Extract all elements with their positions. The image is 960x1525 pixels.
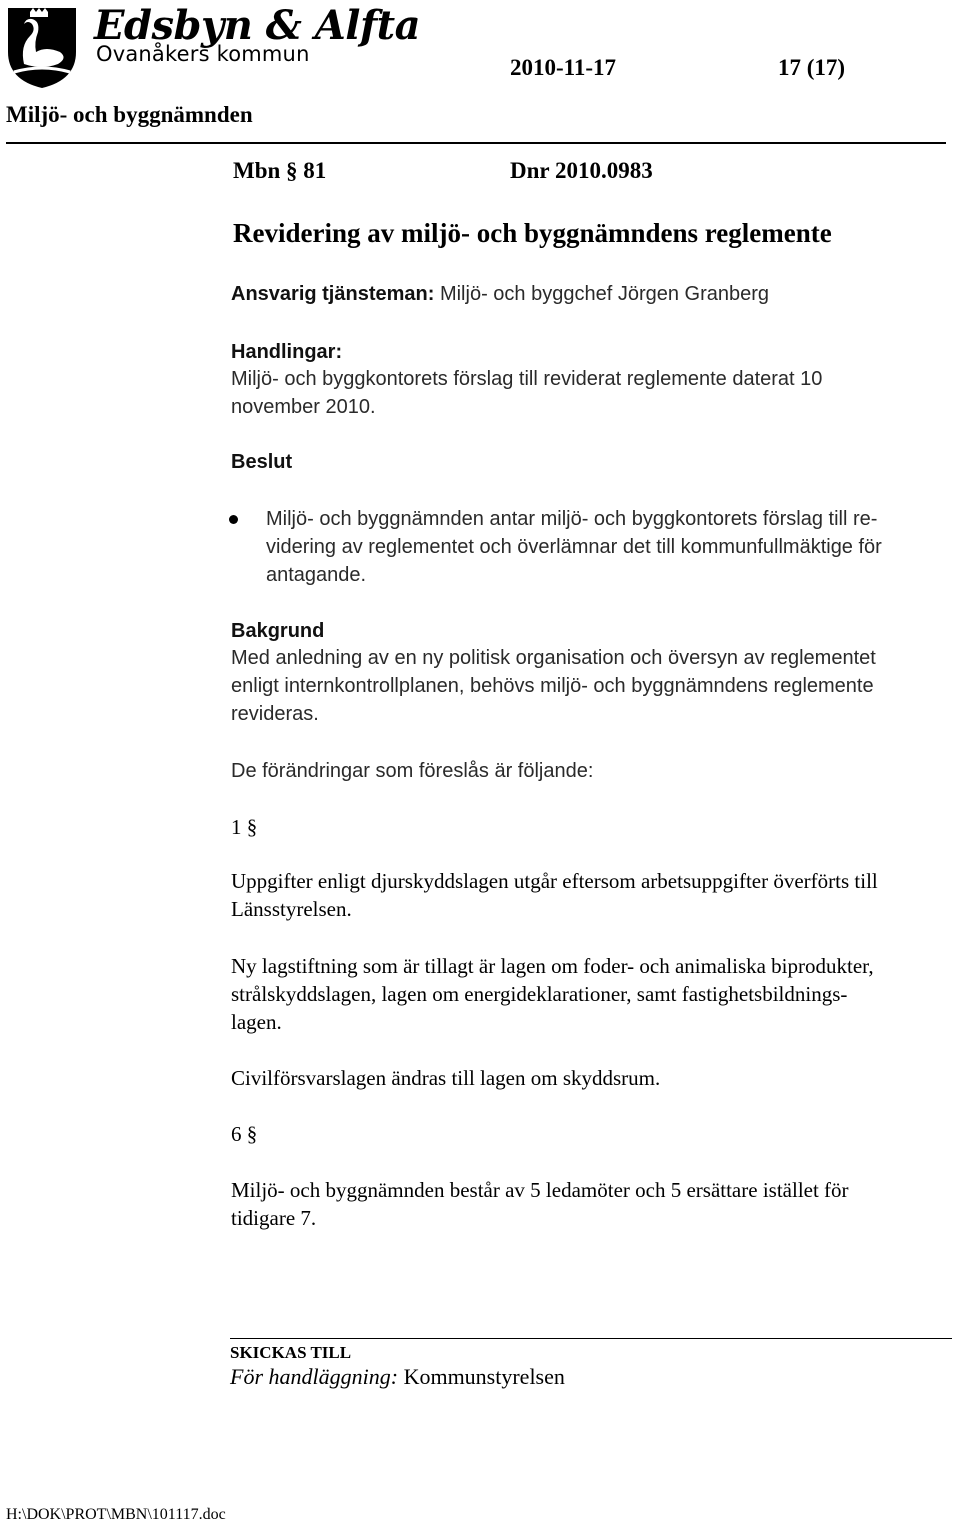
- send-to-heading: SKICKAS TILL: [230, 1343, 352, 1362]
- document-date: 2010-11-17: [510, 55, 617, 80]
- swan-crest-icon: [6, 2, 86, 88]
- for-processing: [230, 1364, 565, 1390]
- documents-text: [231, 365, 951, 421]
- decision-line: Miljö- och byggnämnden antar miljö- och byggkontorets förslag till re-: [266, 508, 878, 530]
- for-processing-recipient: Kommunstyrelsen: [403, 1364, 565, 1389]
- bullet-icon: [229, 515, 238, 524]
- section-1-paragraph-1: [231, 867, 959, 923]
- background-line: Med anledning av en ny politisk organisation och översyn av reglementet: [231, 647, 876, 669]
- header-divider: [6, 142, 946, 144]
- paragraph-line: tidigare 7.: [231, 1206, 317, 1230]
- logo-subtitle: Ovanåkers kommun: [96, 42, 310, 66]
- department-name: Miljö- och byggnämnden: [6, 102, 253, 127]
- paragraph-line: Ny lagstiftning som är tillagt är lagen om foder- och animaliska biprodukter,: [231, 954, 874, 978]
- changes-intro: De förändringar som föreslås är följande:: [231, 760, 594, 782]
- background-line: enligt internkontrollplanen, behövs miljö- och byggnämndens reglemente: [231, 675, 874, 697]
- background-line: revideras.: [231, 703, 319, 725]
- decision-heading: Beslut: [231, 451, 293, 473]
- documents-line: november 2010.: [231, 396, 376, 418]
- paragraph-line: lagen.: [231, 1010, 282, 1034]
- section-1-paragraph-2: [231, 952, 959, 1036]
- section-6-paragraph: [231, 1176, 959, 1232]
- decision-text: [266, 505, 956, 589]
- footer-divider: [230, 1338, 952, 1339]
- page-number: 17 (17): [778, 55, 846, 80]
- responsible-label: Ansvarig tjänsteman:: [231, 283, 435, 305]
- decision-line: videring av reglementet och överlämnar det till kommunfullmäktige för: [266, 536, 882, 558]
- background-heading: Bakgrund: [231, 620, 325, 642]
- page-title: Revidering av miljö- och byggnämndens reglemente: [233, 218, 832, 248]
- paragraph-number: Mbn § 81: [233, 158, 327, 183]
- diary-number: Dnr 2010.0983: [510, 158, 653, 183]
- background-text: [231, 644, 951, 728]
- decision-line: antagande.: [266, 564, 367, 586]
- paragraph-line: Miljö- och byggnämnden består av 5 ledamöter och 5 ersättare istället för: [231, 1178, 849, 1202]
- responsible-officer: [231, 280, 769, 308]
- paragraph-line: Uppgifter enligt djurskyddslagen utgår eftersom arbetsuppgifter överförts till: [231, 869, 878, 893]
- paragraph-line: Länsstyrelsen.: [231, 897, 352, 921]
- responsible-value: Miljö- och byggchef Jörgen Granberg: [439, 283, 770, 305]
- file-path: H:\DOK\PROT\MBN\101117.doc: [6, 1506, 226, 1523]
- municipality-logo: [6, 2, 421, 90]
- paragraph-line: strålskyddslagen, lagen om energideklarationer, samt fastighetsbildnings-: [231, 982, 848, 1006]
- logo-name: Edsbyn & Alfta: [94, 2, 421, 49]
- documents-line: Miljö- och byggkontorets förslag till reviderat reglemente daterat 10: [231, 368, 823, 390]
- section-1-paragraph-3: Civilförsvarslagen ändras till lagen om skyddsrum.: [231, 1066, 661, 1090]
- for-processing-label: För handläggning:: [230, 1364, 399, 1389]
- section-1-label: 1 §: [231, 815, 258, 839]
- documents-heading: Handlingar:: [231, 341, 343, 363]
- section-6-label: 6 §: [231, 1122, 258, 1146]
